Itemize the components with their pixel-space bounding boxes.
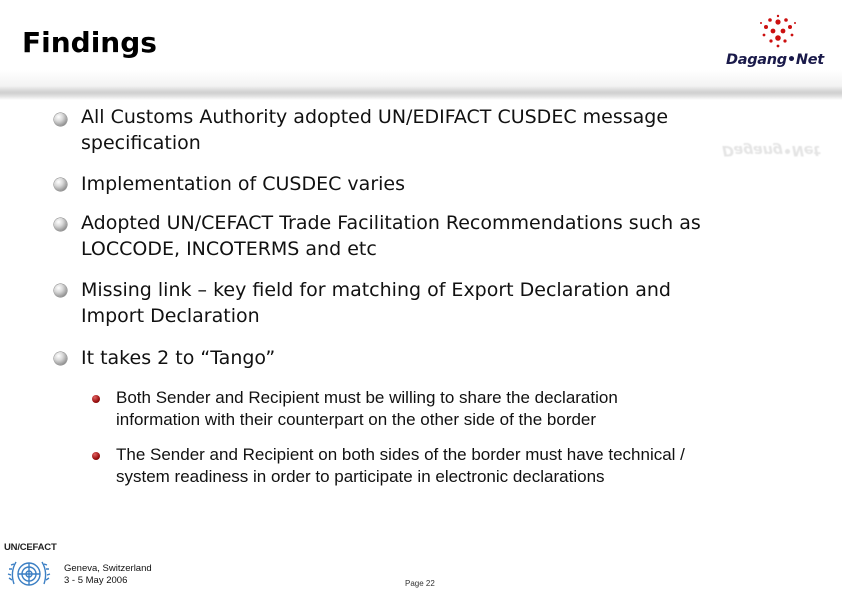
bullet-sphere-icon <box>54 218 67 231</box>
un-emblem-icon <box>6 554 52 596</box>
bullet-line: It takes 2 to “Tango” <box>81 347 276 369</box>
bullet-line: system readiness in order to participate in electronic declarations <box>116 467 605 486</box>
bullet-line: The Sender and Recipient on both sides of the border must have technical / <box>116 445 685 464</box>
date-text: 3 - 5 May 2006 <box>64 575 128 586</box>
bullet-line: All Customs Authority adopted UN/EDIFACT CUSDEC message <box>81 106 669 128</box>
slide-title: Findings <box>22 26 157 59</box>
un-cefact-block <box>4 542 64 596</box>
bullet-line: Adopted UN/CEFACT Trade Facilitation Recommendations such as <box>81 212 701 234</box>
sub-bullet-dot-icon <box>92 395 100 403</box>
dagangnet-logo <box>726 14 836 76</box>
bullet-sphere-icon <box>54 113 67 126</box>
page-number: Page 22 <box>405 579 435 588</box>
logo-text: Dagang•Net <box>726 52 824 68</box>
bullet-sphere-icon <box>54 178 67 191</box>
bullet-line: Both Sender and Recipient must be willing to share the declaration <box>116 388 618 407</box>
bullet-line: Import Declaration <box>81 305 260 327</box>
org-label: UN/CEFACT <box>4 542 57 553</box>
bullet-sphere-icon <box>54 284 67 297</box>
bullet-sphere-icon <box>54 352 67 365</box>
bullet-line: LOCCODE, INCOTERMS and etc <box>81 238 377 260</box>
footer-venue <box>64 563 152 587</box>
sub-bullet-dot-icon <box>92 452 100 460</box>
bullet-line: specification <box>81 132 201 154</box>
logo-burst-icon <box>726 14 836 54</box>
bullet-line: information with their counterpart on the other side of the border <box>116 410 597 429</box>
header-divider <box>0 86 842 100</box>
venue-text: Geneva, Switzerland <box>64 563 152 574</box>
bullet-line: Implementation of CUSDEC varies <box>81 173 406 195</box>
bullet-line: Missing link – key field for matching of Export Declaration and <box>81 279 671 301</box>
logo-reflection-text: Dagang•Net <box>722 142 820 158</box>
